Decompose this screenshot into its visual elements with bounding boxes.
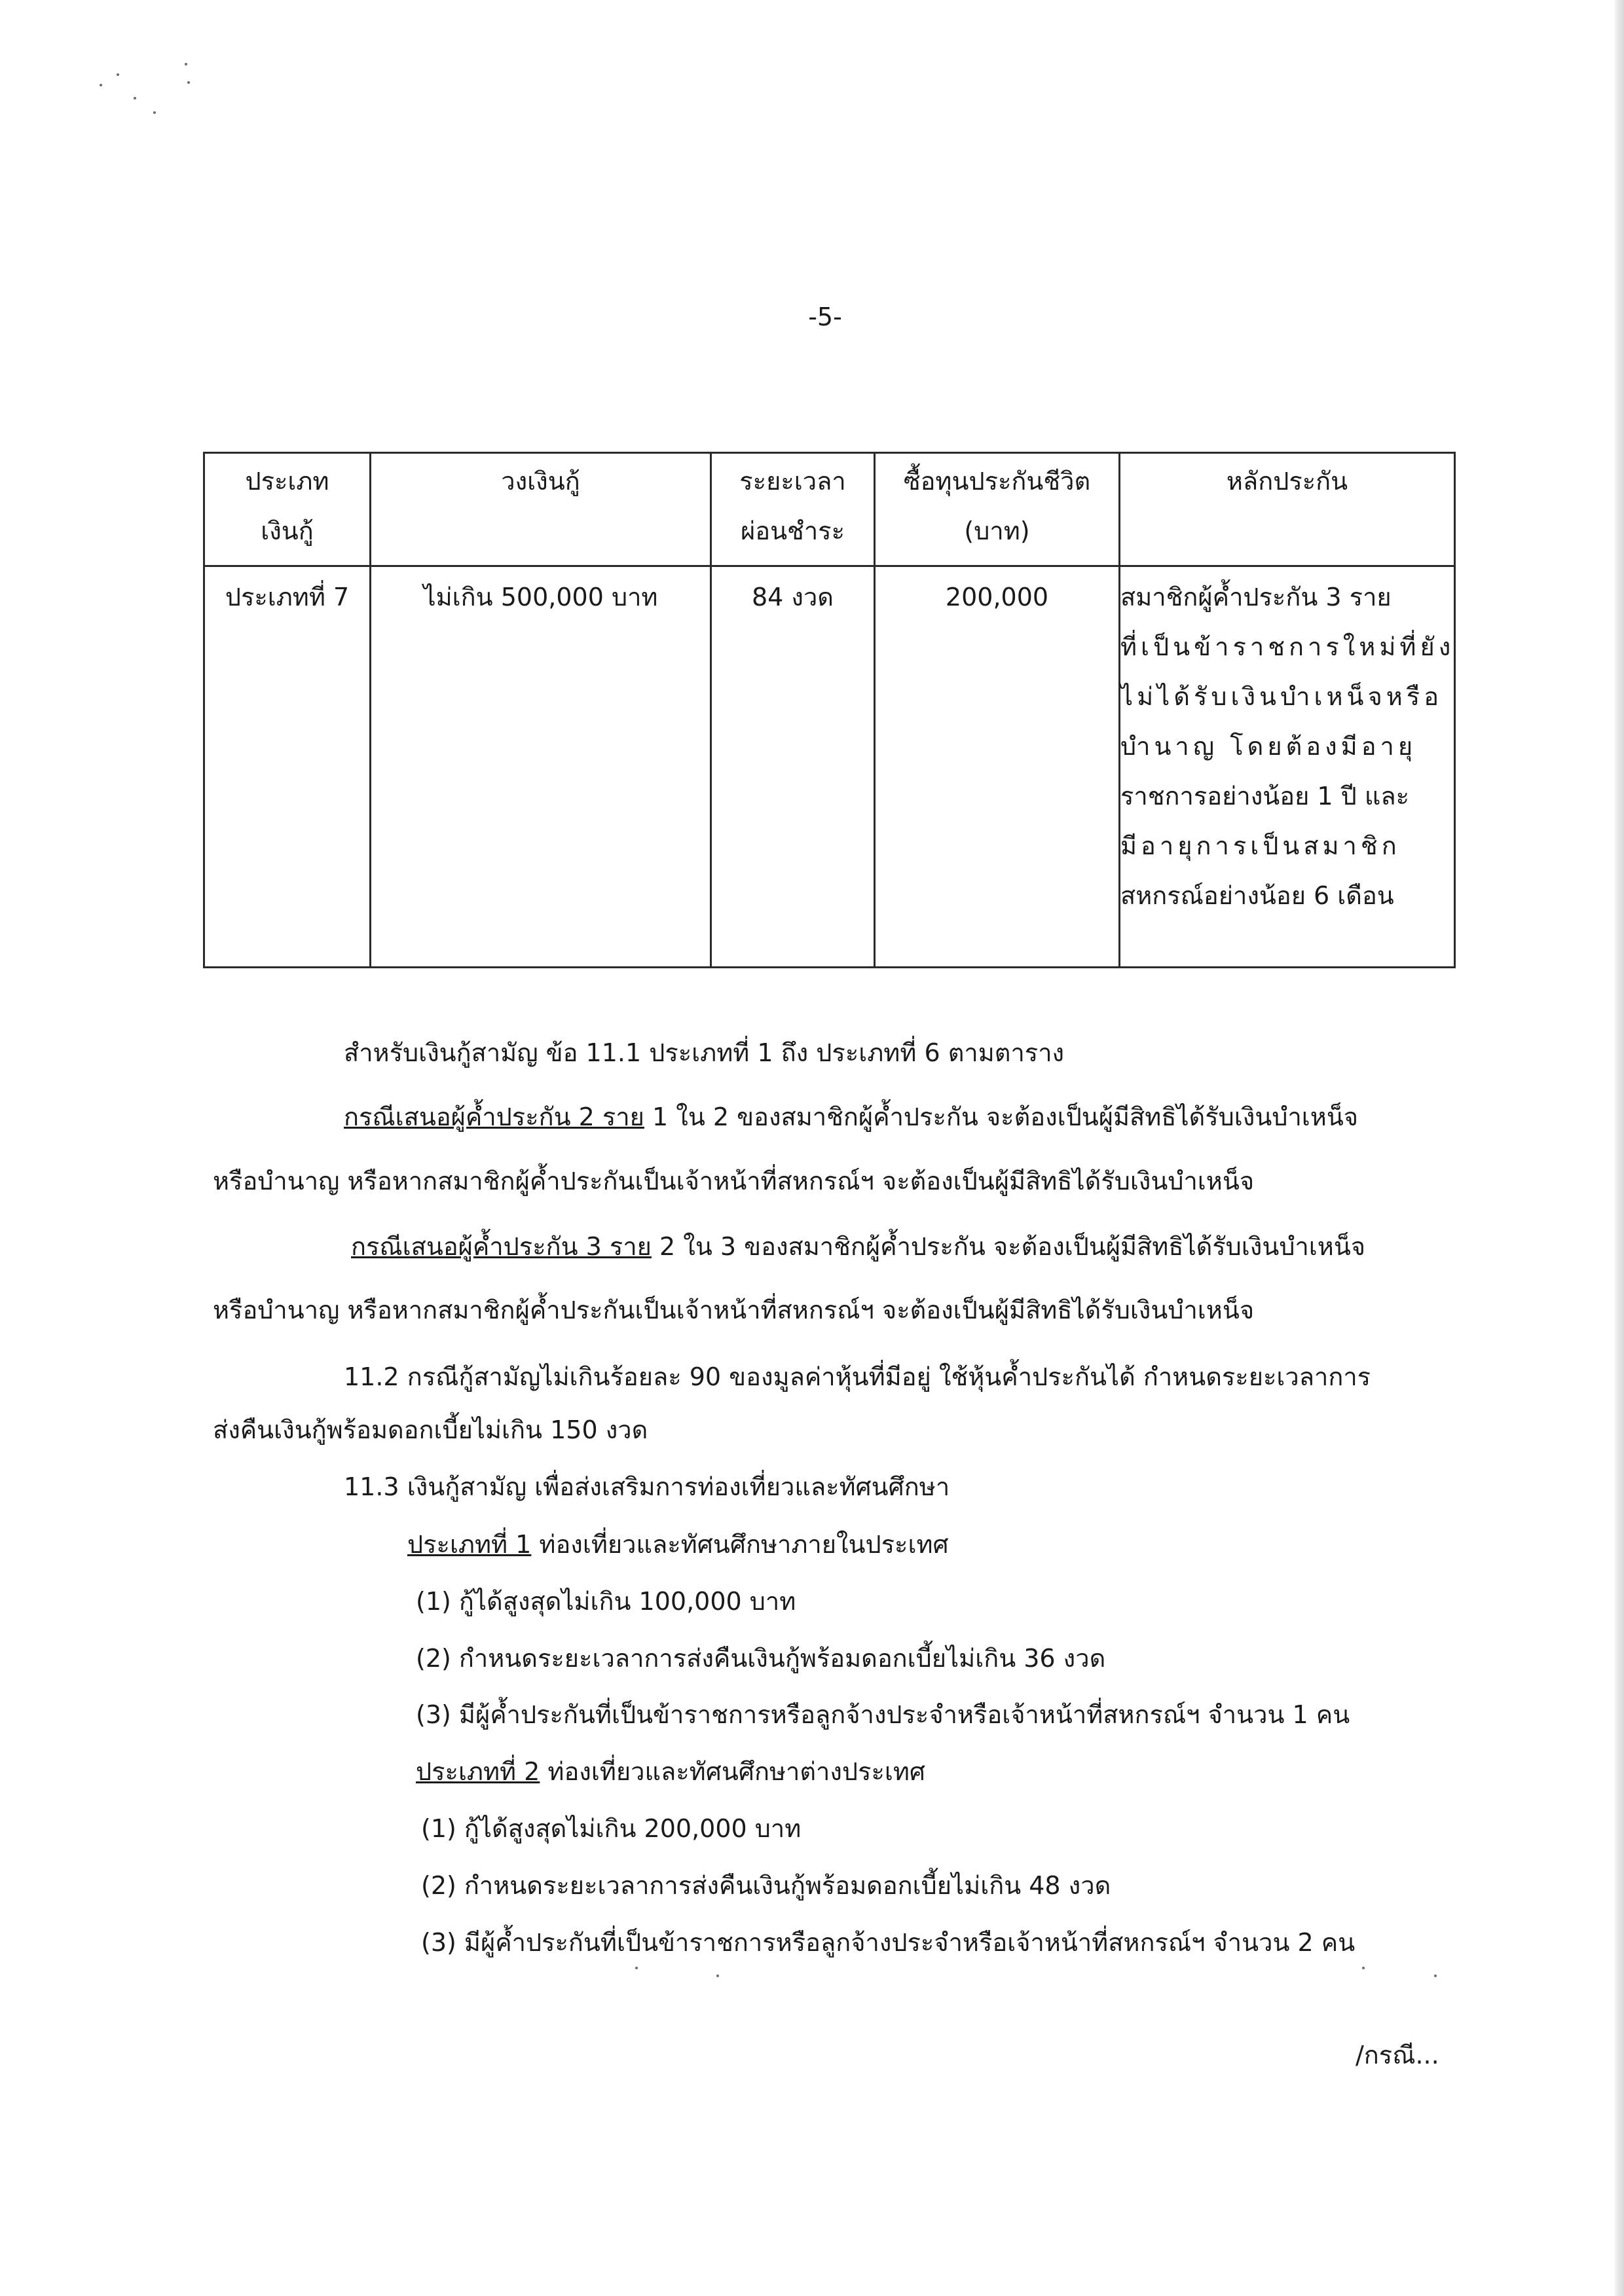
header-collateral <box>1120 453 1455 566</box>
travel-type-2-item: (1) กู้ได้สูงสุดไม่เกิน 200,000 บาท <box>421 1814 802 1843</box>
header-line: ซื้อทุนประกันชีวิต <box>903 467 1091 496</box>
collateral-line: สมาชิกผู้ค้ำประกัน 3 ราย <box>1120 583 1392 611</box>
cell-repayment-term: 84 งวด <box>711 566 875 968</box>
paragraph-case-3-guarantors <box>351 1226 1365 1266</box>
cell-collateral <box>1120 566 1455 968</box>
header-line: เงินกู้ <box>261 517 314 545</box>
travel-type-2-label: ประเภทที่ 2 <box>416 1757 540 1786</box>
travel-type-1-label: ประเภทที่ 1 <box>407 1530 532 1559</box>
cell-life-insurance: 200,000 <box>875 566 1120 968</box>
scan-speck <box>134 97 136 100</box>
travel-type-2-heading <box>416 1751 925 1791</box>
loan-table <box>203 452 1456 968</box>
collateral-line: มีอายุการเป็นสมาชิก <box>1120 831 1401 860</box>
cell-loan-type: ประเภทที่ 7 <box>204 566 371 968</box>
cell-loan-amount: ไม่เกิน 500,000 บาท <box>371 566 711 968</box>
header-line: วงเงินกู้ <box>501 467 580 496</box>
scan-speck <box>187 81 190 84</box>
travel-type-2-item: (3) มีผู้ค้ำประกันที่เป็นข้าราชการหรือลูกจ้างประจำหรือเจ้าหน้าที่สหกรณ์ฯ จำนวน 2 คน <box>421 1928 1356 1957</box>
scan-speck <box>1434 1975 1437 1977</box>
case-2-guarantors-text: 1 ใน 2 ของสมาชิกผู้ค้ำประกัน จะต้องเป็นผู้มีสิทธิได้รับเงินบำเหน็จ <box>644 1102 1359 1131</box>
header-line: (บาท) <box>964 517 1030 545</box>
table-row <box>204 566 1455 968</box>
scan-speck <box>117 73 119 76</box>
scan-speck <box>716 1975 719 1977</box>
header-life-insurance <box>875 453 1120 566</box>
travel-type-2-item: (2) กำหนดระยะเวลาการส่งคืนเงินกู้พร้อมดอกเบี้ยไม่เกิน 48 งวด <box>421 1871 1111 1900</box>
travel-type-1-item: (3) มีผู้ค้ำประกันที่เป็นข้าราชการหรือลูกจ้างประจำหรือเจ้าหน้าที่สหกรณ์ฯ จำนวน 1 คน <box>416 1700 1350 1729</box>
scan-speck <box>635 1967 638 1969</box>
header-repayment-term <box>711 453 875 566</box>
scan-speck <box>153 111 156 114</box>
table-header-row <box>204 453 1455 566</box>
header-loan-type <box>204 453 371 566</box>
case-3-guarantors-text: 2 ใน 3 ของสมาชิกผู้ค้ำประกัน จะต้องเป็นผู้มีสิทธิได้รับเงินบำเหน็จ <box>651 1232 1366 1261</box>
travel-type-1-item: (1) กู้ได้สูงสุดไม่เกิน 100,000 บาท <box>416 1587 796 1616</box>
collateral-line: สหกรณ์อย่างน้อย 6 เดือน <box>1120 881 1394 910</box>
collateral-line: บำนาญ โดยต้องมีอายุ <box>1120 732 1417 761</box>
paragraph-case-2-guarantors <box>344 1097 1358 1137</box>
header-loan-amount <box>371 453 711 566</box>
page-number: -5- <box>808 302 842 331</box>
travel-type-2-text: ท่องเที่ยวและทัศนศึกษาต่างประเทศ <box>540 1757 926 1786</box>
travel-type-1-item: (2) กำหนดระยะเวลาการส่งคืนเงินกู้พร้อมดอกเบี้ยไม่เกิน 36 งวด <box>416 1644 1106 1673</box>
travel-type-1-text: ท่องเที่ยวและทัศนศึกษาภายในประเทศ <box>531 1530 949 1559</box>
collateral-line: ที่เป็นข้าราชการใหม่ที่ยัง <box>1120 632 1455 661</box>
paragraph-general-loan: สำหรับเงินกู้สามัญ ข้อ 11.1 ประเภทที่ 1 ถึง ประเภทที่ 6 ตามตาราง <box>344 1038 1065 1067</box>
collateral-line: ไม่ได้รับเงินบำเหน็จหรือ <box>1120 682 1443 711</box>
header-line: ระยะเวลา <box>739 467 846 496</box>
scan-speck <box>185 63 187 65</box>
collateral-line: ราชการอย่างน้อย 1 ปี และ <box>1120 782 1410 811</box>
paragraph-case-3-continuation: หรือบำนาญ หรือหากสมาชิกผู้ค้ำประกันเป็นเจ้าหน้าที่สหกรณ์ฯ จะต้องเป็นผู้มีสิทธิได้รับเงินบำเหน็จ <box>213 1296 1255 1324</box>
paragraph-11-3: 11.3 เงินกู้สามัญ เพื่อส่งเสริมการท่องเที่ยวและทัศนศึกษา <box>344 1472 950 1501</box>
travel-type-1-heading <box>407 1524 949 1564</box>
paragraph-11-2-continuation: ส่งคืนเงินกู้พร้อมดอกเบี้ยไม่เกิน 150 งวด <box>213 1415 648 1444</box>
continuation-marker: /กรณี... <box>1356 2041 1439 2069</box>
paragraph-case-2-continuation: หรือบำนาญ หรือหากสมาชิกผู้ค้ำประกันเป็นเจ้าหน้าที่สหกรณ์ฯ จะต้องเป็นผู้มีสิทธิได้รับเงินบำเหน็จ <box>213 1167 1255 1195</box>
paragraph-11-2: 11.2 กรณีกู้สามัญไม่เกินร้อยละ 90 ของมูลค่าหุ้นที่มีอยู่ ใช้หุ้นค้ำประกันได้ กำหนดระยะเวลาการ <box>344 1362 1371 1391</box>
header-line: ผ่อนชำระ <box>740 517 845 545</box>
scan-speck <box>100 84 102 86</box>
page-edge-shadow <box>1615 0 1624 2296</box>
scan-speck <box>1362 1967 1365 1969</box>
case-3-guarantors-label: กรณีเสนอผู้ค้ำประกัน 3 ราย <box>351 1232 652 1261</box>
case-2-guarantors-label: กรณีเสนอผู้ค้ำประกัน 2 ราย <box>344 1102 644 1131</box>
header-line: ประเภท <box>245 467 329 496</box>
header-line: หลักประกัน <box>1226 467 1348 496</box>
